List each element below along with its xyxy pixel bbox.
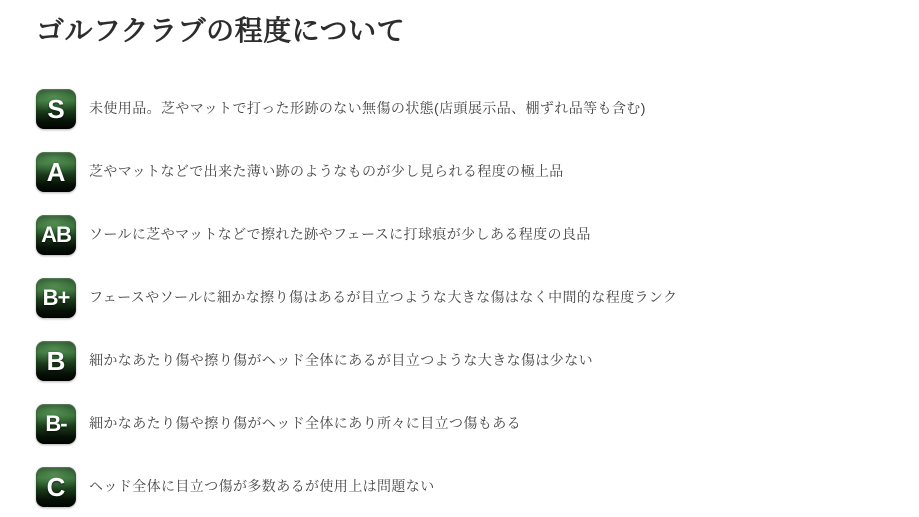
grade-row: [36, 152, 899, 192]
grade-row: [36, 467, 899, 507]
grade-badge-label: B+: [42, 285, 70, 310]
grade-badge-icon: [36, 404, 76, 444]
grade-row: [36, 89, 899, 129]
grade-row: [36, 215, 899, 255]
grade-badge-icon: [36, 467, 76, 507]
grade-badge-icon: [36, 341, 76, 381]
grade-badge-label: C: [46, 472, 66, 502]
grade-list: [36, 89, 899, 507]
grade-badge-icon: [36, 89, 76, 129]
grade-badge-label: AB: [41, 222, 71, 247]
grade-description: 細かなあたり傷や擦り傷がヘッド全体にあり所々に目立つ傷もある: [89, 415, 521, 432]
grade-badge-icon: [36, 215, 76, 255]
grade-row: [36, 404, 899, 444]
grade-badge-label: A: [46, 157, 66, 187]
grade-description: フェースやソールに細かな擦り傷はあるが目立つような大きな傷はなく中間的な程度ランク: [89, 289, 678, 306]
grade-badge-label: B: [46, 346, 66, 376]
page-title: ゴルフクラブの程度について: [36, 15, 406, 46]
grade-description: 未使用品。芝やマットで打った形跡のない無傷の状態(店頭展示品、棚ずれ品等も含む): [89, 100, 646, 117]
grade-row: [36, 278, 899, 318]
grade-description: 芝やマットなどで出来た薄い跡のようなものが少し見られる程度の極上品: [89, 163, 564, 180]
grade-badge-label: S: [47, 94, 65, 124]
grade-badge-icon: [36, 278, 76, 318]
grade-badge-icon: [36, 152, 76, 192]
grade-description: ソールに芝やマットなどで擦れた跡やフェースに打球痕が少しある程度の良品: [89, 226, 591, 243]
grade-description: 細かなあたり傷や擦り傷がヘッド全体にあるが目立つような大きな傷は少ない: [89, 352, 593, 369]
grade-badge-label: B-: [45, 411, 67, 436]
grade-row: [36, 341, 899, 381]
grade-description: ヘッド全体に目立つ傷が多数あるが使用上は問題ない: [89, 478, 435, 495]
